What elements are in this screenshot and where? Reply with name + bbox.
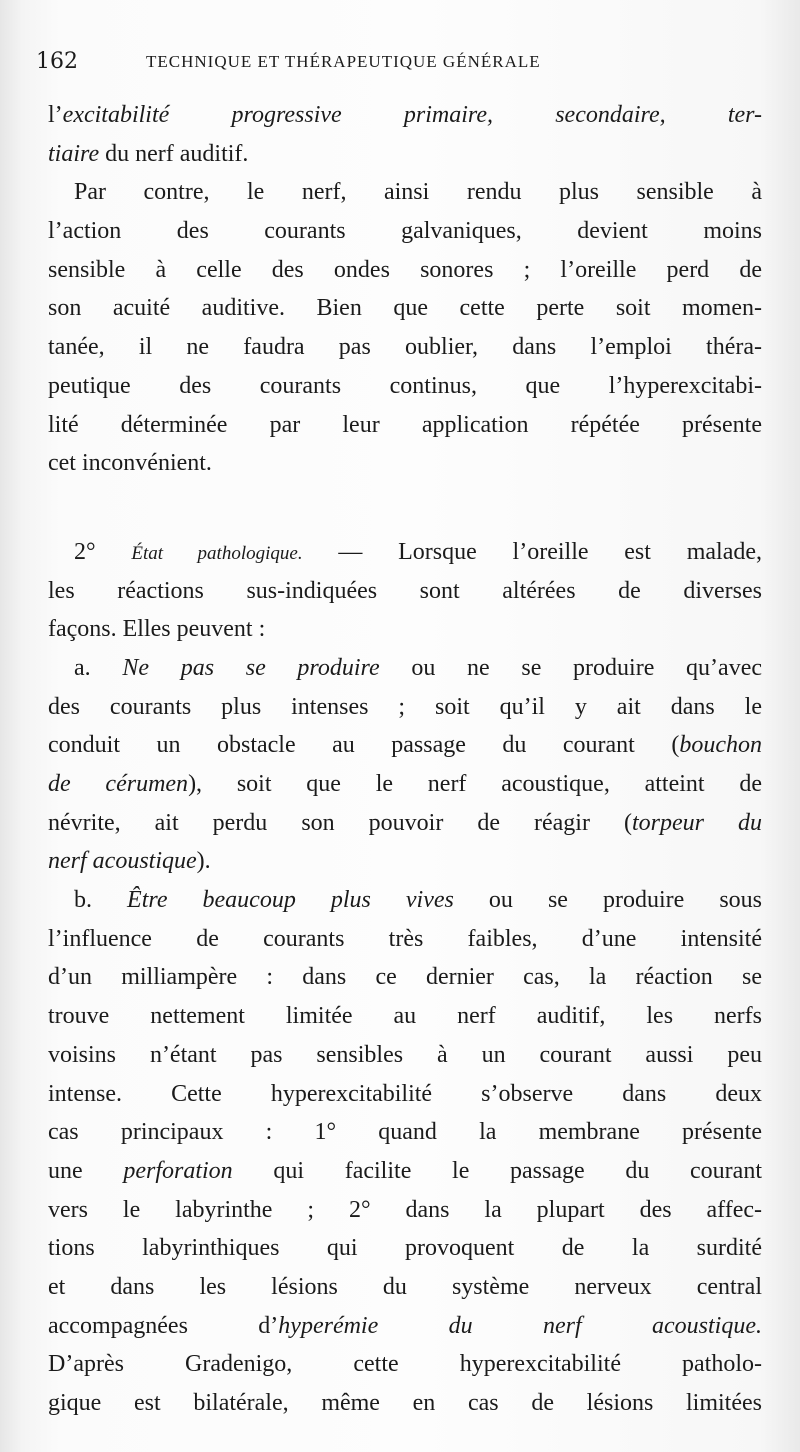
- section-heading: État pathologique.: [131, 542, 303, 564]
- italic-text: excitabilité progressive primaire, secondaire, ter-: [62, 102, 762, 128]
- text-line: [48, 765, 762, 804]
- text-fragment: l’: [48, 102, 63, 128]
- page-header: [0, 42, 800, 82]
- text-line: gique est bilatérale, même en cas de lésions limitées: [48, 1390, 762, 1416]
- text-line: les réactions sus-indiquées sont altérées de diverses: [48, 577, 762, 604]
- text-line: Par contre, le nerf, ainsi rendu plus sensible à: [74, 179, 762, 206]
- text-line: [48, 842, 762, 881]
- text-line: [48, 726, 762, 765]
- text-fragment: du nerf auditif.: [99, 140, 249, 167]
- text-line: l’action des courants galvaniques, devient moins: [48, 218, 762, 245]
- text-line: tanée, il ne faudra pas oublier, dans l’emploi théra-: [48, 334, 762, 361]
- text-line: cas principaux : 1° quand la membrane présente: [48, 1119, 762, 1146]
- text-line: et dans les lésions du système nerveux central: [48, 1273, 762, 1300]
- list-marker: a.: [74, 654, 123, 681]
- text-line: l’influence de courants très faibles, d’une intensité: [48, 925, 762, 952]
- text-line: D’après Gradenigo, cette hyperexcitabilité patholo-: [48, 1351, 762, 1378]
- page-number: 162: [36, 49, 78, 74]
- text-line: vers le labyrinthe ; 2° dans la plupart des affec-: [48, 1196, 762, 1223]
- text-line: façons. Elles peuvent :: [48, 616, 266, 643]
- text-line: son acuité auditive. Bien que cette perte soit momen-: [48, 295, 762, 322]
- section-heading-line: [48, 533, 762, 572]
- text-fragment: ), soit que le nerf acoustique, atteint de: [188, 771, 762, 797]
- text-fragment: conduit un obstacle au passage du courant (: [48, 732, 680, 759]
- list-item-b: [48, 881, 762, 920]
- text-line: [48, 1307, 762, 1346]
- text-fragment: ou se produire sous: [453, 887, 762, 914]
- italic-text: hyperémie du nerf acoustique.: [278, 1312, 762, 1339]
- text-line: [48, 135, 762, 174]
- italic-text: bouchon: [679, 732, 762, 759]
- text-fragment: qui facilite le passage du courant: [232, 1157, 762, 1184]
- italic-text: tiaire: [48, 140, 100, 167]
- text-line: des courants plus intenses ; soit qu’il y ait dans le: [48, 693, 762, 720]
- text-line: lité déterminée par leur application répétée présente: [48, 411, 762, 438]
- italic-text: nerf acoustique: [48, 848, 197, 875]
- text-line: cet inconvénient.: [48, 450, 212, 477]
- text-fragment: accompagnées d’: [48, 1312, 279, 1339]
- italic-text: de cérumen: [48, 771, 189, 797]
- text-line: trouve nettement limitée au nerf auditif, les nerfs: [48, 1003, 762, 1030]
- section-number: 2°: [74, 538, 132, 565]
- text-line: d’un milliampère : dans ce dernier cas, la réaction se: [48, 964, 762, 991]
- list-item-a: [48, 649, 762, 688]
- text-fragment: une: [48, 1157, 124, 1184]
- text-line: tions labyrinthiques qui provoquent de la surdité: [48, 1235, 762, 1262]
- text-line: [48, 96, 762, 135]
- text-fragment: ).: [196, 848, 211, 875]
- text-fragment: ou ne se produire qu’avec: [379, 654, 762, 681]
- italic-text: perforation: [123, 1157, 233, 1184]
- list-marker: b.: [74, 887, 128, 914]
- italic-text: Être beaucoup plus vives: [127, 887, 454, 914]
- italic-text: Ne pas se produire: [122, 654, 380, 681]
- text-line: peutique des courants continus, que l’hyperexcitabi-: [48, 372, 762, 399]
- running-title: TECHNIQUE ET THÉRAPEUTIQUE GÉNÉRALE: [146, 52, 541, 71]
- text-line: intense. Cette hyperexcitabilité s’observe dans deux: [48, 1080, 762, 1107]
- text-fragment: — Lorsque l’oreille est malade,: [302, 538, 762, 565]
- text-fragment: névrite, ait perdu son pouvoir de réagir (: [48, 809, 632, 836]
- text-line: voisins n’étant pas sensibles à un courant aussi peu: [48, 1041, 762, 1068]
- italic-text: torpeur du: [631, 809, 762, 836]
- text-line: [48, 1152, 762, 1191]
- page-body: [48, 96, 762, 1423]
- section-gap: [48, 483, 762, 533]
- text-line: sensible à celle des ondes sonores ; l’oreille perd de: [48, 256, 762, 283]
- text-line: [48, 804, 762, 843]
